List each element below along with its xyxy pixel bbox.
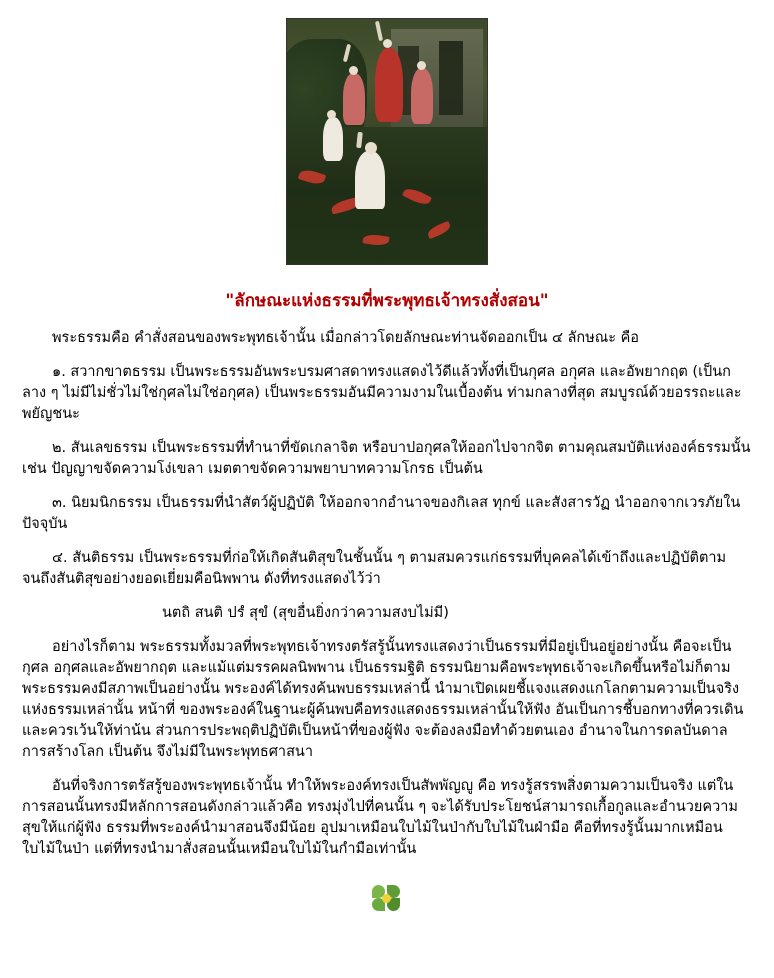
paragraph-commentary-1: อย่างไรก็ตาม พระธรรมทั้งมวลที่พระพุทธเจ้าทรงตรัสรู้นั้นทรงแสดงว่าเป็นธรรมที่มีอยู่เป็นอยู่อย่างนั้น คือจะเป็นกุศล อกุศลและอัพยากฤต และแม้แต่มรรคผลนิพพาน เป็นธรรมฐิติ ธรรมนิยามคือพระพุทธเจ้าจะเกิดขึ้นหรือไม่ก็ตาม พระธรรมคงมีสภาพเป็นอย่างนั้น พระองค์ได้ทรงค้นพบธรรมเหล่านี้ นำมาเปิดเผยชี้แจงแสดงแกโลกตามความเป็นจริงแห่งธรรมเหล่านั้น หน้าที่ ของพระองค์ในฐานะผู้ค้นพบคือทรงแสดงธรรมเหล่านั้นให้ฟัง อันเป็นการชี้บอกทางที่ควรเดินและควรเว้นให้ท่าน้น ส่วนการประพฤติปฏิบัติเป็นหน้าที่ของผู้ฟัง จะต้องลงมือทำด้วยตนเอง อำนาจในการดลบันดาล การสร้างโลก เป็นต้น จึงไม่มีในพระพุทธศาสนา [22,639,744,761]
green-flower-ornament [370,883,404,913]
paragraph-pali-quote: นตถิ สนติ ปรํ สุขํ (สุขอื่นยิ่งกว่าความสงบไม่มี) [162,605,449,622]
paragraph-intro: พระธรรมคือ คำสั่งสอนของพระพุทธเจ้านั้น เมื่อกล่าวโดยลักษณะท่านจัดออกเป็น ๔ ลักษณะ คือ [52,330,640,346]
paragraph-item-4: ๔. สันติธรรม เป็นพระธรรมที่ก่อให้เกิดสันติสุขในชั้นนั้น ๆ ตามสมควรแก่ธรรมที่บุคคลได้เข้าถึงและปฏิบัติตาม จนถึงสันติสุขอย่างยอดเยี่ยมคือนิพพาน ดังที่ทรงแสดงไว้ว่า [22,550,727,588]
mural-figure [323,117,343,161]
mural-figure [411,68,433,124]
page-title: "ลักษณะแห่งธรรมที่พระพุทธเจ้าทรงสั่งสอน" [225,291,549,311]
mural-figure [375,48,403,122]
mural-buddha-head [365,142,377,154]
paragraph-commentary-2: อันที่จริงการตรัสรู้ของพระพุทธเจ้านั้น ทำให้พระองค์ทรงเป็นสัพพัญญู คือ ทรงรู้สรรพสิ่งตามความเป็นจริง แต่ในการสอนนั้นทรงมีหลักการสอนดังกล่าวแล้วคือ ทรงมุ่งไปที่คนนั้น ๆ จะได้รับประโยชน์สามารถเกื้อกูลและอำนวยความสุขให้แก่ผู้ฟัง ธรรมที่พระองค์นำมาสอนจึงมีน้อย อุปมาเหมือนใบไม้ในป่ากับใบไม้ในฝ่ามือ คือที่ทรงรู้นั้นมากเหมือนใบไม้ในป่า แต่ที่ทรงนำมาสั่งสอนนั้นเหมือนใบไม้ในกำมือเท่านั้น [22,778,738,858]
mural-figure-head [349,66,358,75]
mural-temple-structure [391,29,483,127]
buddhist-mural-photo [286,18,488,265]
mural-buddha-figure [355,151,385,209]
mural-figure [343,73,365,125]
paragraph-item-3: ๓. นิยมนิกธรรม เป็นธรรมที่นำสัตว์ผู้ปฏิบัติ ให้ออกจากอำนาจของกิเลส ทุกข์ และสังสารวัฏ นำออกจากเวรภัยในปัจจุบัน [22,495,741,533]
mural-ground [287,127,487,264]
footer-ornament [22,873,752,923]
illustration-container [22,16,752,269]
mural-figure-head [383,39,392,48]
mural-figure-head [327,110,336,119]
mural-figure-head [417,61,426,70]
paragraph-item-2: ๒. สันเลขธรรม เป็นพระธรรมที่ทำนาที่ขัดเกลาจิต หรือบาปอกุศลให้ออกไปจากจิต ตามคุณสมบัติแห่งองค์ธรรมนั้น เช่น ปัญญาขจัดความโง่เขลา เมตตาขจัดความพยาบาทความโกรธ เป็นต้น [22,440,751,478]
paragraph-item-1: ๑. สวากขาตธรรม เป็นพระธรรมอันพระบรมศาสดาทรงแสดงไว้ดีแล้วทั้งที่เป็นกุศล อกุศล และอัพยากฤต (เป็นกลาง ๆ ไม่มีไม่ชั่วไม่ใช่กุศลไม่ใช่อกุศล) เป็นพระธรรมอันมีความงามในเบื้องต้น ท่ามกลางที่สุด สมบูรณ์ด้วยอรรถะและพยัญชนะ [22,364,742,423]
